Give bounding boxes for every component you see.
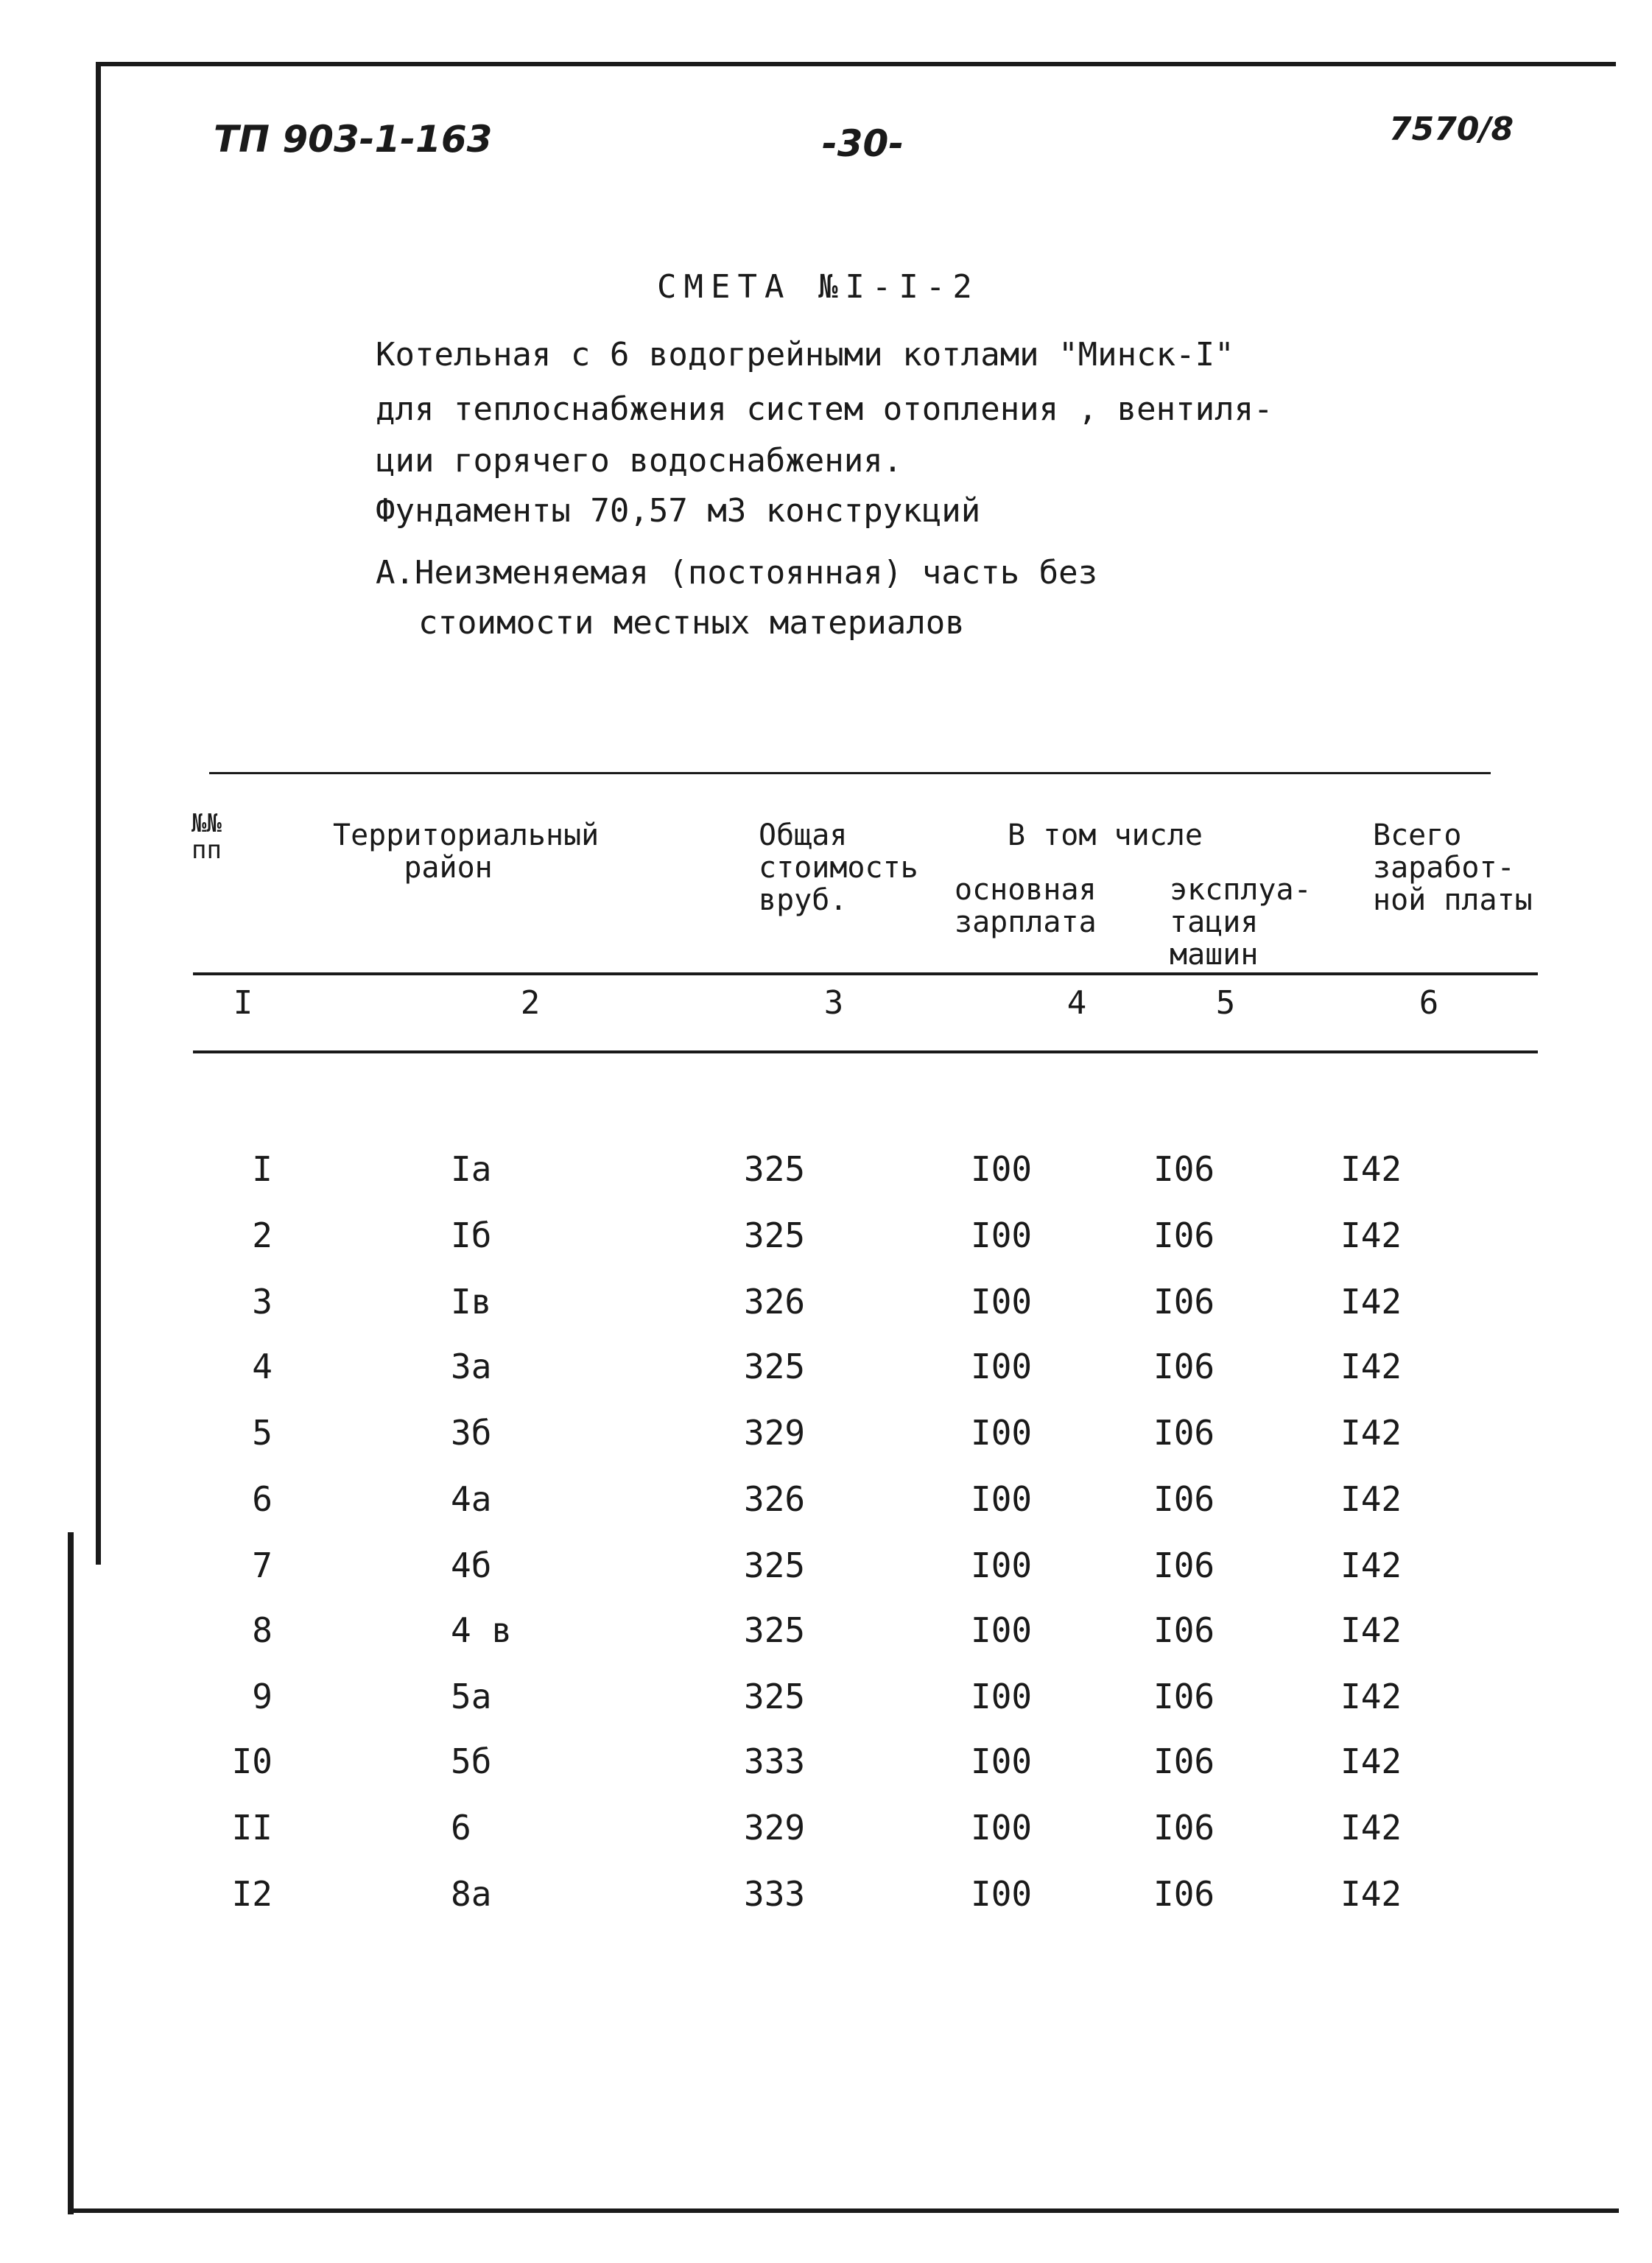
table-row (0, 1545, 1652, 1604)
table-row (0, 1282, 1652, 1341)
row-region: 4а (451, 1479, 492, 1519)
header-group: В том числе (1008, 818, 1203, 852)
row-region: Iа (451, 1149, 492, 1189)
row-region: 5б (451, 1741, 492, 1781)
row-number: 6 (252, 1479, 273, 1519)
row-machine-operation: I06 (1153, 1874, 1215, 1914)
frame-bottom-border (68, 2208, 1619, 2213)
row-total-wage: I42 (1340, 1545, 1402, 1585)
sheet-ref: 7570/8 (1389, 110, 1514, 148)
header-rule (193, 972, 1538, 975)
row-total-wage: I42 (1340, 1874, 1402, 1914)
row-machine-operation: I06 (1153, 1610, 1215, 1650)
table-row (0, 1808, 1652, 1867)
table-row (0, 1215, 1652, 1274)
row-total-wage: I42 (1340, 1808, 1402, 1848)
row-machine-operation: I06 (1153, 1808, 1215, 1848)
table-row (0, 1347, 1652, 1406)
row-region: 8а (451, 1874, 492, 1914)
row-machine-operation: I06 (1153, 1545, 1215, 1585)
row-number: I0 (231, 1741, 273, 1781)
column-number-6: 6 (1419, 984, 1439, 1022)
table-row (0, 1677, 1652, 1736)
header-num: №№ пп (191, 809, 222, 865)
column-number-1: I (233, 984, 253, 1022)
table-row (0, 1610, 1652, 1669)
row-total-cost: 333 (744, 1874, 806, 1914)
row-region: 3а (451, 1347, 492, 1386)
section-line-2: стоимости местных материалов (418, 604, 965, 642)
column-number-2: 2 (520, 984, 541, 1022)
header-region: Территориальный район (333, 818, 600, 885)
frame-top-border (99, 62, 1616, 66)
row-base-wage: I00 (971, 1282, 1033, 1322)
row-total-wage: I42 (1340, 1149, 1402, 1189)
table-row (0, 1874, 1652, 1933)
row-machine-operation: I06 (1153, 1741, 1215, 1781)
row-machine-operation: I06 (1153, 1282, 1215, 1322)
row-total-wage: I42 (1340, 1677, 1402, 1716)
row-base-wage: I00 (971, 1741, 1033, 1781)
row-machine-operation: I06 (1153, 1413, 1215, 1453)
header-total: Общая стоимость вруб. (759, 818, 918, 917)
row-base-wage: I00 (971, 1545, 1033, 1585)
row-region: 4б (451, 1545, 492, 1585)
row-number: 5 (252, 1413, 273, 1453)
row-total-cost: 329 (744, 1413, 806, 1453)
table-row (0, 1413, 1652, 1472)
row-total-wage: I42 (1340, 1215, 1402, 1255)
row-total-wage: I42 (1340, 1347, 1402, 1386)
column-number-4: 4 (1066, 984, 1087, 1022)
row-region: 5а (451, 1677, 492, 1716)
row-total-cost: 325 (744, 1215, 806, 1255)
row-total-wage: I42 (1340, 1741, 1402, 1781)
page-number: -30- (822, 122, 904, 165)
row-machine-operation: I06 (1153, 1479, 1215, 1519)
row-number: 9 (252, 1677, 273, 1716)
row-number: 2 (252, 1215, 273, 1255)
row-region: 4 в (451, 1610, 513, 1650)
row-total-wage: I42 (1340, 1479, 1402, 1519)
row-total-cost: 325 (744, 1677, 806, 1716)
estimate-title: СМЕТА №I-I-2 (657, 268, 980, 306)
row-total-wage: I42 (1340, 1610, 1402, 1650)
table-row (0, 1149, 1652, 1208)
row-base-wage: I00 (971, 1215, 1033, 1255)
row-region: 6 (451, 1808, 471, 1848)
row-total-cost: 326 (744, 1282, 806, 1322)
row-total-cost: 325 (744, 1610, 806, 1650)
row-total-cost: 325 (744, 1347, 806, 1386)
row-total-wage: I42 (1340, 1413, 1402, 1453)
doc-code: ТП 903-1-163 (214, 118, 493, 161)
description-line-4: Фундаменты 70,57 м3 конструкций (376, 492, 981, 530)
row-number: I2 (231, 1874, 273, 1914)
row-total-wage: I42 (1340, 1282, 1402, 1322)
description-line-3: ции горячего водоснабжения. (376, 442, 903, 480)
column-number-3: 3 (823, 984, 844, 1022)
table-top-rule (209, 772, 1491, 774)
column-number-rule (193, 1050, 1538, 1053)
description-line-1: Котельная с 6 водогрейными котлами "Минск-I" (376, 336, 1234, 373)
row-number: II (231, 1808, 273, 1848)
row-total-cost: 333 (744, 1741, 806, 1781)
row-base-wage: I00 (971, 1479, 1033, 1519)
row-base-wage: I00 (971, 1874, 1033, 1914)
description-line-2: для теплоснабжения систем отопления , вентиля- (376, 390, 1273, 428)
row-number: 3 (252, 1282, 273, 1322)
row-base-wage: I00 (971, 1413, 1033, 1453)
row-machine-operation: I06 (1153, 1347, 1215, 1386)
column-number-5: 5 (1215, 984, 1236, 1022)
row-base-wage: I00 (971, 1677, 1033, 1716)
header-machines: эксплуа- тация машин (1170, 873, 1312, 972)
header-wage: основная зарплата (955, 873, 1097, 939)
row-number: 8 (252, 1610, 273, 1650)
row-number: 4 (252, 1347, 273, 1386)
table-row (0, 1741, 1652, 1800)
row-total-cost: 326 (744, 1479, 806, 1519)
row-region: Iб (451, 1215, 492, 1255)
row-total-cost: 325 (744, 1545, 806, 1585)
row-number: 7 (252, 1545, 273, 1585)
row-base-wage: I00 (971, 1149, 1033, 1189)
row-machine-operation: I06 (1153, 1149, 1215, 1189)
row-number: I (252, 1149, 273, 1189)
row-total-cost: 329 (744, 1808, 806, 1848)
section-line-1: А.Неизменяемая (постоянная) часть без (376, 554, 1098, 592)
table-row (0, 1479, 1652, 1538)
row-total-cost: 325 (744, 1149, 806, 1189)
row-base-wage: I00 (971, 1347, 1033, 1386)
header-all-wage: Всего заработ- ной платы (1373, 818, 1533, 917)
row-machine-operation: I06 (1153, 1215, 1215, 1255)
row-base-wage: I00 (971, 1610, 1033, 1650)
row-base-wage: I00 (971, 1808, 1033, 1848)
row-region: 3б (451, 1413, 492, 1453)
row-region: Iв (451, 1282, 492, 1322)
row-machine-operation: I06 (1153, 1677, 1215, 1716)
